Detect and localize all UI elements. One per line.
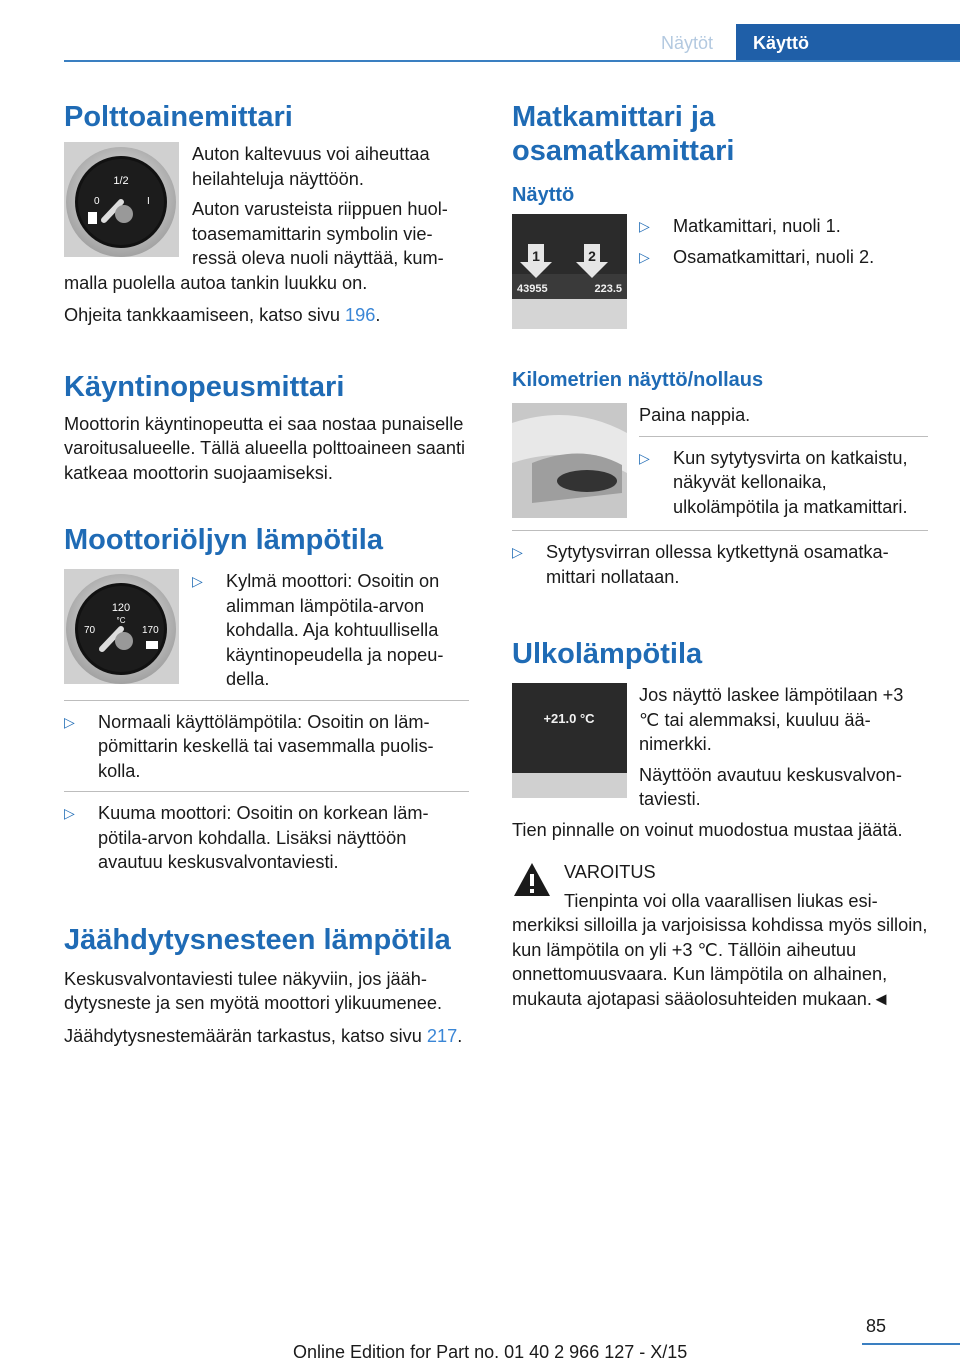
rpm-title: Käyntinopeusmittari	[64, 370, 345, 403]
oil-120-label: 120	[111, 602, 131, 614]
warning-label: VAROITUS	[564, 862, 656, 882]
right-column	[512, 100, 928, 1011]
left-column	[64, 100, 469, 1048]
oil-170-label: 170	[142, 625, 159, 636]
oil-temp-title: Moottoriöljyn lämpötila	[64, 524, 383, 556]
warning-icon	[512, 860, 552, 900]
oil-list	[192, 569, 469, 692]
reset-item-1: ▷ Kun sytytysvirta on katkaistu, näkyvät kellonaika, ulkolämpötila ja matkamittari.	[639, 447, 908, 517]
reset-title: Kilometrien näyttö/nollaus	[512, 369, 764, 391]
page-link-217[interactable]: 217	[426, 1025, 458, 1046]
header-rule	[64, 60, 960, 62]
odometer-item-1: ▷ Matkamittari, nuoli 1.	[639, 216, 841, 236]
footer-rule	[862, 1343, 960, 1345]
reset-intro: Paina nappia.	[639, 405, 751, 425]
svg-text:2: 2	[588, 248, 596, 264]
tab-naytot[interactable]: Näytöt	[660, 32, 714, 53]
outside-temp-value: +21.0 °C	[543, 711, 595, 726]
oil-temp-gauge-image	[64, 569, 179, 684]
page-number: 85	[865, 1316, 886, 1336]
oil-item-hot: ▷ Kuuma moottori: Osoitin on korkean lämpötila-arvon kohdalla. Lisäksi näyttöön avautuu keskusvalvontaviesti.	[64, 803, 429, 872]
oil-unit-label: °C	[116, 616, 126, 625]
fuel-half-label: 1/2	[113, 175, 129, 187]
svg-text:1: 1	[532, 248, 540, 264]
odometer-title: Matkamittari ja osamatkamittari	[512, 101, 735, 167]
edition-text: Online Edition for Part no. 01 40 2 966 127 - X/15	[293, 1342, 688, 1362]
outside-temp-title: Ulkolämpötila	[512, 638, 703, 670]
coolant-title: Jäähdytysnesteen lämpötila	[64, 923, 451, 956]
oil-item-cold: ▷ Kylmä moottori: Osoitin on alimman lämpötila-arvon kohdalla. Aja kohtuullisella käyntinopeudella ja nopeudella.	[192, 571, 444, 689]
odometer-item-2: ▷ Osamatkamittari, nuoli 2.	[639, 246, 875, 267]
odometer-list	[639, 214, 928, 269]
fuel-gauge-title: Polttoainemittari	[64, 101, 293, 133]
reset-item-2: ▷ Sytytysvirran ollessa kytkettynä osamatkamittari nollataan.	[512, 542, 889, 587]
tab-kaytto[interactable]: Käyttö	[736, 24, 960, 62]
page-link-196[interactable]: 196	[345, 305, 376, 325]
fuel-ref: Ohjeita tankkaamiseen, katso sivu 196.	[64, 305, 381, 325]
fuel-pump-icon	[88, 212, 97, 224]
oil-70-label: 70	[84, 625, 96, 636]
reset-button-image	[512, 403, 627, 518]
fuel-p2: Auton varusteista riippuen huoltoasemamittarin symbolin vieressä oleva nuoli näyttää, kummalla puolella autoa tankin luukku on.	[64, 199, 448, 293]
odometer-display-subtitle: Näyttö	[512, 184, 575, 206]
outside-p1: Jos näyttö laskee lämpötilaan +3 ℃ tai alemmaksi, kuuluu äänimerkki.	[639, 685, 904, 754]
oil-can-icon	[146, 641, 158, 649]
reset-list-2	[512, 540, 928, 589]
rpm-p1: Moottorin käyntinopeutta ei saa nostaa punaiselle varoitusalueelle. Tällä alueella polttoaineen saanti katkeaa moottorin suojaamiseksi.	[64, 413, 466, 483]
fuel-full-label: I	[147, 196, 150, 207]
outside-p2: Näyttöön avautuu keskusvalvontaviesti.	[639, 764, 902, 809]
warning-text: Tienpinta voi olla vaarallisen liukas esimerkiksi silloilla ja varjoisissa kohdissa myös silloin, kun lämpötila on yli +3 ℃. Tällöin aiheutuu onnettomuusvaara. Kun lämpötila on alhainen, mukauta ajotapasi sääolosuhteiden mukaan.◄	[512, 890, 928, 1009]
divider	[64, 700, 469, 701]
reset-knob-icon	[557, 470, 617, 492]
coolant-ref: Jäähdytysnestemäärän tarkastus, katso sivu 217.	[64, 1025, 463, 1046]
divider	[64, 791, 469, 792]
odometer-display-image	[512, 214, 627, 329]
oil-list-hot	[64, 801, 469, 875]
outside-p3: Tien pinnalle on voinut muodostua mustaa jäätä.	[512, 819, 903, 840]
reset-list	[639, 446, 928, 520]
divider	[512, 530, 928, 531]
fuel-p1: Auton kaltevuus voi aiheuttaa heilahteluja näyttöön.	[192, 144, 430, 189]
oil-item-normal: ▷ Normaali käyttölämpötila: Osoitin on lämpömittarin keskellä tai vasemmalla puoliskolla.	[64, 711, 434, 781]
trip-value: 223.5	[594, 283, 622, 295]
outside-temp-display-image	[512, 683, 627, 798]
oil-list-cont	[64, 710, 469, 784]
odometer-value: 43955	[517, 283, 548, 295]
coolant-p1: Keskusvalvontaviesti tulee näkyviin, jos jäähdytysneste ja sen myötä moottori ylikuumenee.	[64, 968, 443, 1013]
divider	[639, 436, 928, 437]
fuel-zero-label: 0	[94, 196, 100, 207]
fuel-gauge-image	[64, 142, 179, 257]
